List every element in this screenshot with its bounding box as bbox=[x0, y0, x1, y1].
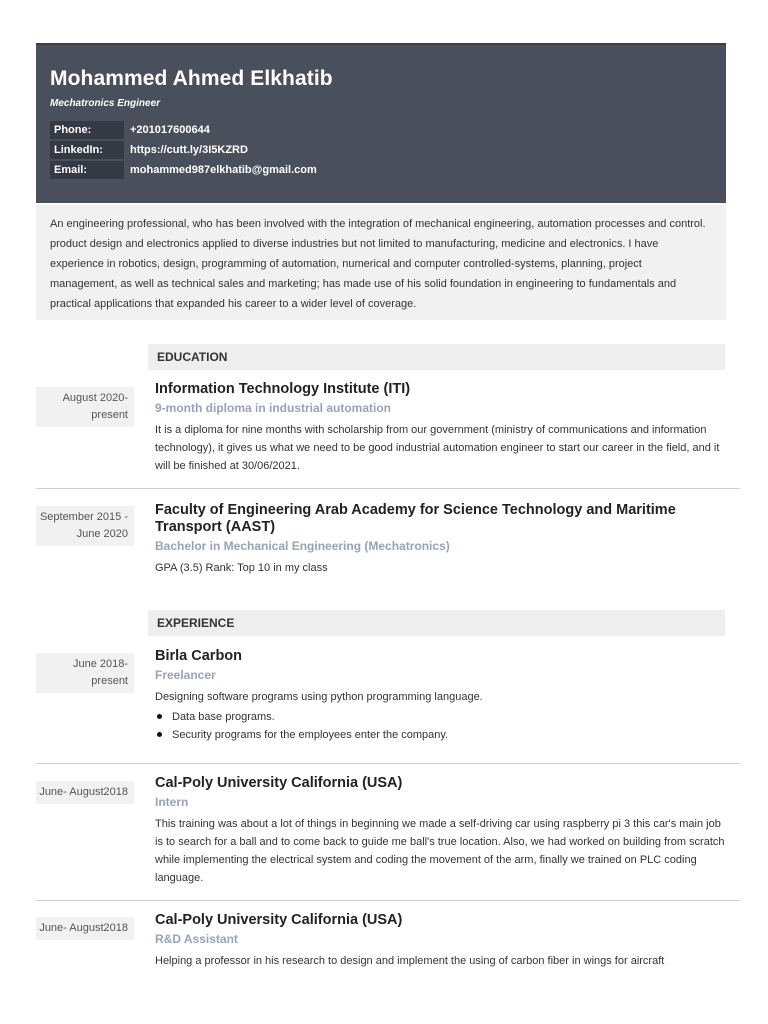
summary-text: An engineering professional, who has been involved with the integration of mechanical engineering, automation processes and control. product design and electronics applied to diverse industries but not limited to manufacturing, medicine and electronics. I have experience in robotics, design, programming of automation, numerical and computer controlled-systems, planning, project management, as well as technical sales and marketing; has made use of his solid foundation in engineering to fundamentals and practical applications that expanded his career to a wider level of coverage. bbox=[36, 205, 726, 320]
entry-title: Cal-Poly University California (USA) bbox=[155, 912, 403, 928]
entry-date: August 2020- present bbox=[36, 387, 134, 427]
entry-subtitle: R&D Assistant bbox=[155, 932, 238, 946]
resume-header bbox=[36, 43, 726, 203]
entry-divider bbox=[36, 763, 740, 765]
section-heading-experience: EXPERIENCE bbox=[148, 610, 725, 636]
candidate-title: Mechatronics Engineer bbox=[50, 98, 161, 109]
entry-title: Information Technology Institute (ITI) bbox=[155, 381, 411, 397]
contact-label: LinkedIn: bbox=[50, 141, 124, 159]
linkedin-link[interactable]: https://cutt.ly/3I5KZRD bbox=[130, 144, 248, 156]
entry-description: Designing software programs using python programming language. bbox=[155, 691, 483, 703]
entry-description: It is a diploma for nine months with scholarship from our government (ministry of communications and information technology), it gives us what we need to be good industrial automation engineer to start our career in the field, and it will be finished at 30/06/2021. bbox=[155, 424, 720, 472]
contact-list bbox=[50, 121, 317, 181]
section-heading-education: EDUCATION bbox=[148, 344, 725, 370]
entry-date: June- August2018 bbox=[36, 917, 134, 940]
entry-subtitle: Intern bbox=[155, 795, 189, 809]
entry-description: This training was about a lot of things in beginning we made a self-driving car using raspberry pi 3 this car's main job is to search for a ball and to come back to guide me ball's true location. Also, we had worked on building from scratch while implementing the electrical system and coding the movement of the arm, finally we trained on PLC coding language. bbox=[155, 818, 725, 884]
contact-label: Email: bbox=[50, 161, 124, 179]
entry-subtitle: Freelancer bbox=[155, 668, 216, 682]
phone-value: +201017600644 bbox=[130, 124, 210, 136]
contact-email bbox=[50, 161, 317, 179]
entry-date: June 2018- present bbox=[36, 653, 134, 693]
entry-date: September 2015 - June 2020 bbox=[36, 506, 134, 546]
bullet-list bbox=[155, 708, 725, 744]
email-link[interactable]: mohammed987elkhatib@gmail.com bbox=[130, 164, 317, 176]
entry-description: GPA (3.5) Rank: Top 10 in my class bbox=[155, 562, 328, 574]
entry-title: Faculty of Engineering Arab Academy for Science Technology and Maritime Transport (AAST) bbox=[155, 502, 676, 535]
candidate-name: Mohammed Ahmed Elkhatib bbox=[50, 67, 333, 90]
entry-description: Helping a professor in his research to design and implement the using of carbon fiber in wings for aircraft bbox=[155, 955, 665, 967]
list-item: Security programs for the employees enter the company. bbox=[155, 726, 725, 744]
contact-linkedin bbox=[50, 141, 317, 159]
entry-title: Cal-Poly University California (USA) bbox=[155, 775, 403, 791]
entry-divider bbox=[36, 488, 740, 490]
entry-subtitle: 9-month diploma in industrial automation bbox=[155, 401, 391, 415]
entry-date: June- August2018 bbox=[36, 781, 134, 804]
list-item: Data base programs. bbox=[155, 708, 725, 726]
entry-title: Birla Carbon bbox=[155, 648, 243, 664]
contact-label: Phone: bbox=[50, 121, 124, 139]
contact-phone bbox=[50, 121, 317, 139]
entry-divider bbox=[36, 900, 740, 902]
entry-subtitle: Bachelor in Mechanical Engineering (Mechatronics) bbox=[155, 539, 450, 553]
